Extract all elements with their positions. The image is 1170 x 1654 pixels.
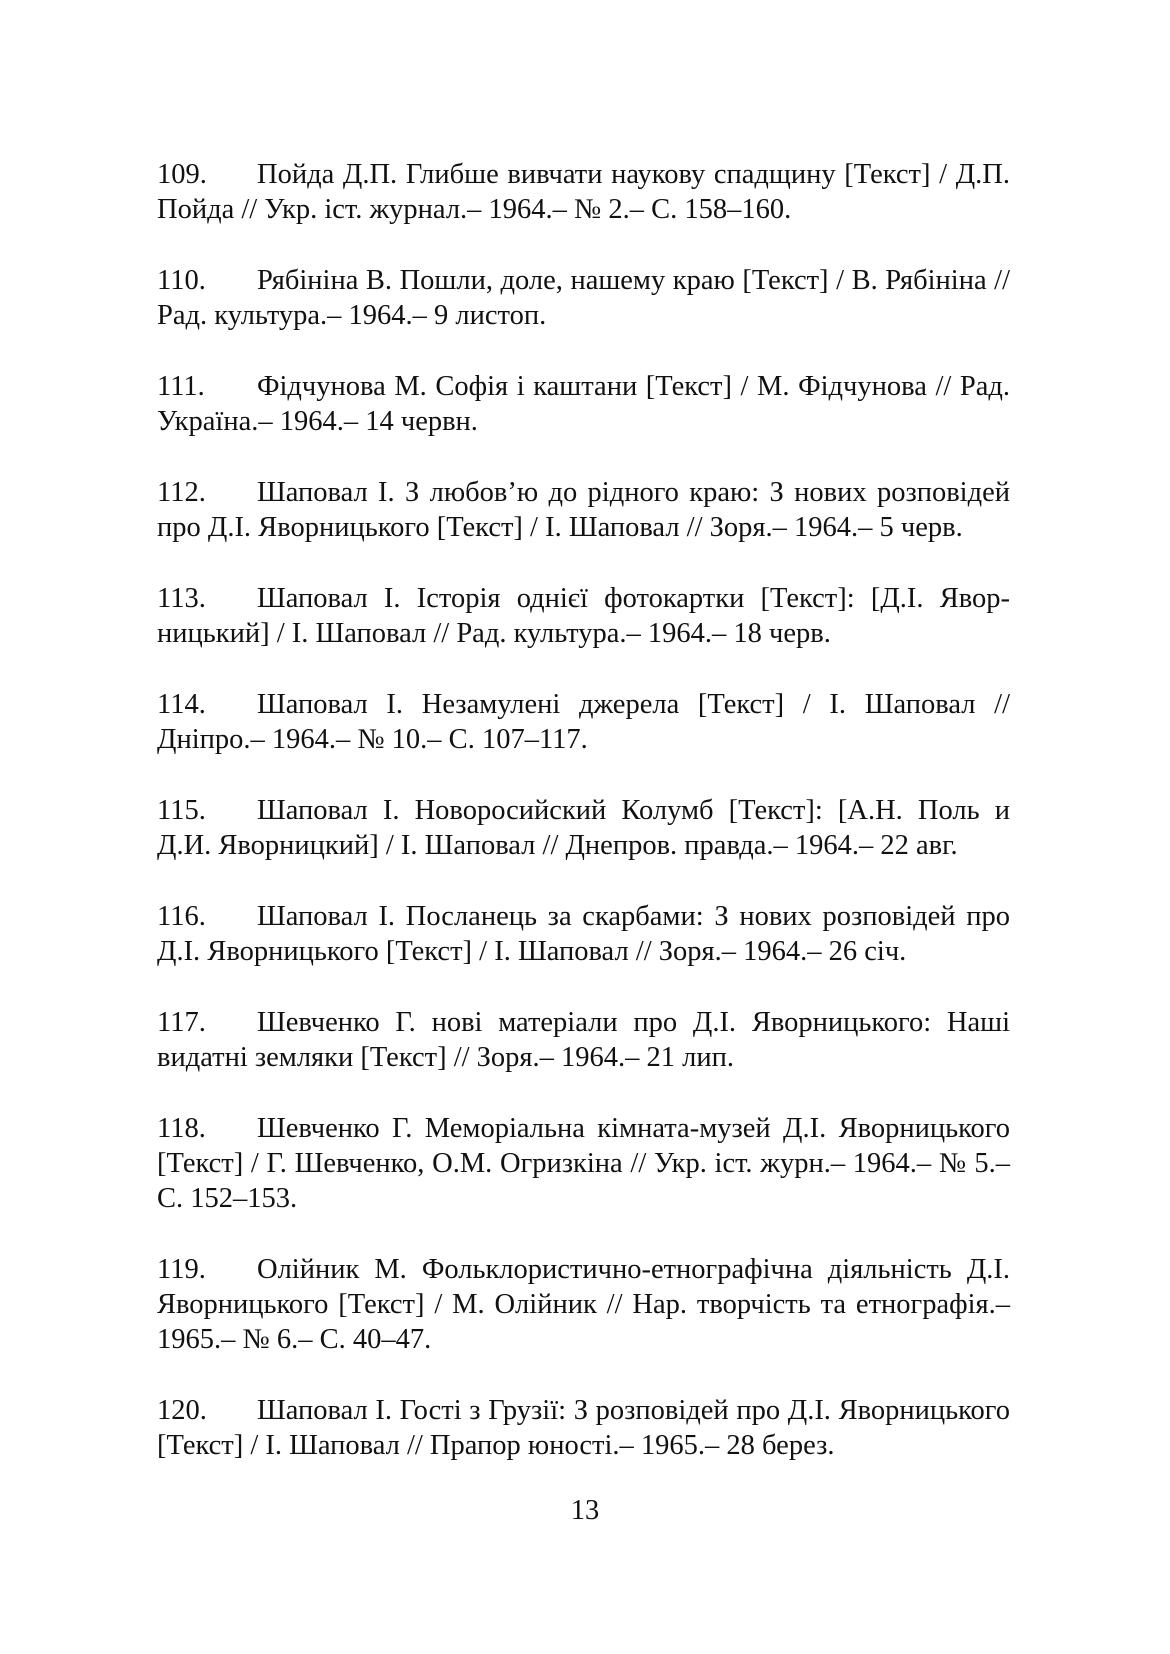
bibliography-entry xyxy=(157,687,1010,757)
page-number: 13 xyxy=(570,1495,600,1526)
entry-number: 110. xyxy=(157,265,206,296)
entry-number: 112. xyxy=(157,477,206,508)
entry-number: 111. xyxy=(157,371,205,402)
entry-number: 120. xyxy=(157,1395,207,1426)
entry-text: Шевченко Г. Меморіальна кімната-музей Д.І. Яворницького [Текст] / Г. Шевченко, О.М. Огризкіна // Укр. іст. журн.– 1964.– № 5.– С. 152–153. xyxy=(157,1113,1010,1214)
entry-text: Шаповал І. Незамулені джерела [Текст] / І. Шаповал // Дніпро.– 1964.– № 10.– С. 107–117. xyxy=(157,689,1010,755)
bibliography-entry xyxy=(157,899,1010,969)
bibliography-entry xyxy=(157,475,1010,545)
entry-number: 113. xyxy=(157,583,206,614)
entry-number: 119. xyxy=(157,1254,206,1285)
entry-text: Рябініна В. Пошли, доле, нашему краю [Текст] / В. Рябініна // Рад. культура.– 1964.– 9 листоп. xyxy=(157,265,1010,331)
entry-text: Пойда Д.П. Глибше вивчати наукову спадщину [Текст] / Д.П. Пойда // Укр. іст. журнал.– 1964.– № 2.– С. 158–160. xyxy=(157,159,1010,225)
entry-text: Шаповал І. Гості з Грузії: З розповідей про Д.І. Яворницького [Текст] / І. Шаповал // Прапор юності.– 1965.– 28 берез. xyxy=(157,1395,1010,1461)
entry-number: 117. xyxy=(157,1007,206,1038)
bibliography-list xyxy=(157,157,1010,1499)
entry-text: Шаповал І. З любов’ю до рідного краю: З нових розповідей про Д.І. Яворницького [Текст] / І. Шаповал // Зоря.– 1964.– 5 черв. xyxy=(157,477,1010,543)
entry-text: Олійник М. Фольклористично-етнографічна діяльність Д.І. Яворницького [Текст] / М. Олійник // Нар. творчість та етнографія.– 1965.– № 6.– С. 40–47. xyxy=(157,1254,1010,1355)
bibliography-entry xyxy=(157,1393,1010,1463)
entry-text: Шевченко Г. нові матеріали про Д.І. Яворницького: Наші видатні земляки [Текст] // Зоря.– 1964.– 21 лип. xyxy=(157,1007,1010,1073)
entry-number: 118. xyxy=(157,1113,206,1144)
entry-text: Шаповал І. Новоросийский Колумб [Текст]: [А.Н. Поль и Д.И. Яворницкий] / І. Шаповал // Днепров. правда.– 1964.– 22 авг. xyxy=(157,795,1010,861)
entry-number: 116. xyxy=(157,901,206,932)
bibliography-entry xyxy=(157,369,1010,439)
bibliography-entry xyxy=(157,263,1010,333)
bibliography-entry xyxy=(157,1005,1010,1075)
entry-number: 115. xyxy=(157,795,206,826)
bibliography-entry xyxy=(157,793,1010,863)
entry-number: 114. xyxy=(157,689,206,720)
bibliography-entry xyxy=(157,157,1010,227)
bibliography-entry xyxy=(157,1111,1010,1216)
entry-text: Шаповал І. Історія однієї фотокартки [Текст]: [Д.І. Яворницький] / І. Шаповал // Рад. культура.– 1964.– 18 черв. xyxy=(157,583,1010,649)
bibliography-entry xyxy=(157,1252,1010,1357)
entry-text: Шаповал І. Посланець за скарбами: З нових розповідей про Д.І. Яворницького [Текст] / І. Шаповал // Зоря.– 1964.– 26 січ. xyxy=(157,901,1010,967)
entry-number: 109. xyxy=(157,159,207,190)
bibliography-entry xyxy=(157,581,1010,651)
entry-text: Фідчунова М. Софія і каштани [Текст] / М. Фідчунова // Рад. Україна.– 1964.– 14 червн. xyxy=(157,371,1010,437)
